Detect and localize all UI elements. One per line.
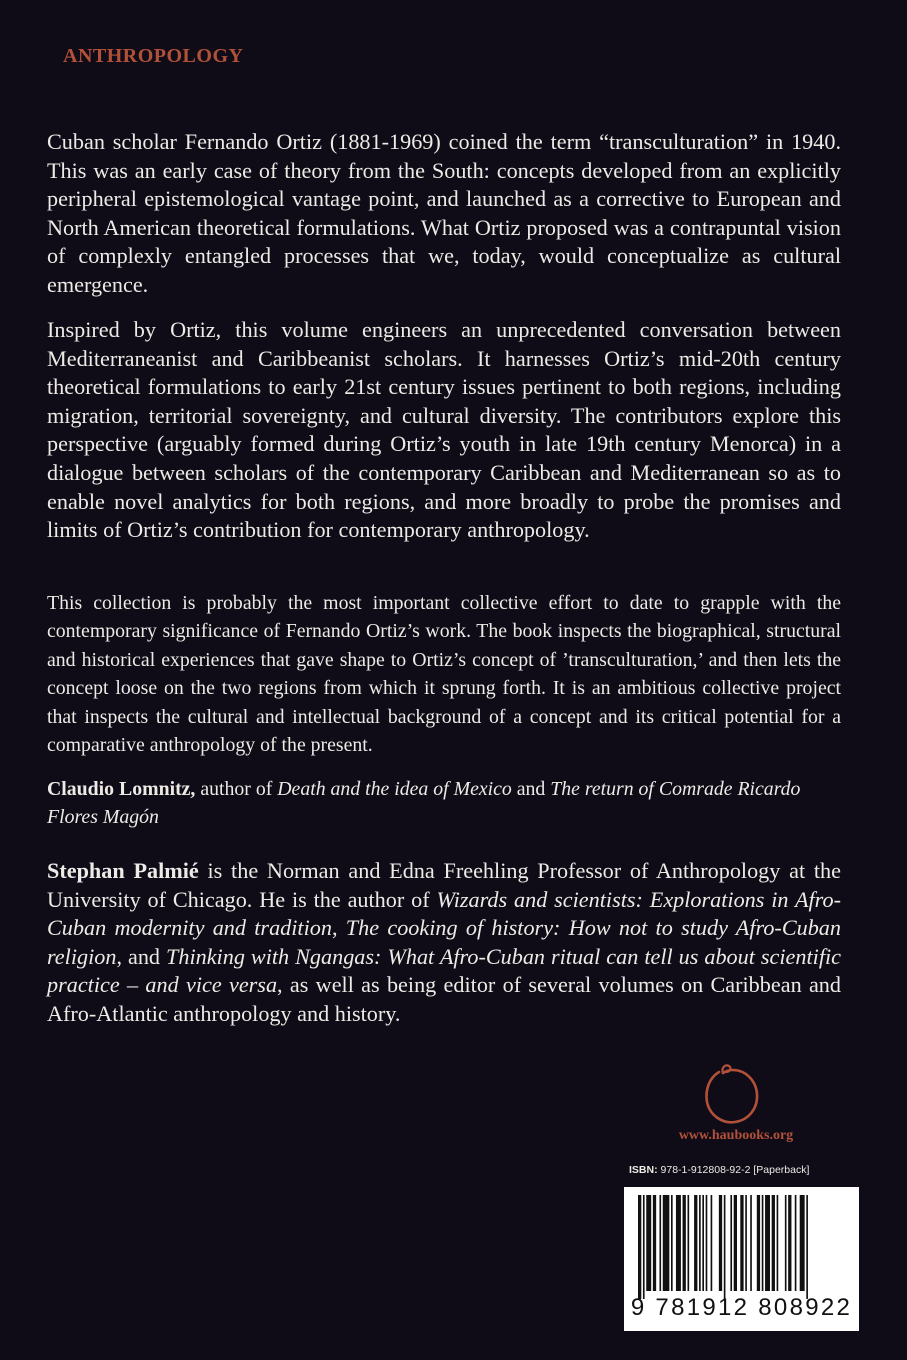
- barcode-bar: [663, 1195, 670, 1291]
- endorsement-attribution: [47, 775, 841, 832]
- category-label: ANTHROPOLOGY: [63, 45, 244, 67]
- author-bio-text-2: , as well as being editor of several volumes on Caribbean and Afro-Atlantic anthropology and history.: [47, 972, 841, 1026]
- endorser-name: Claudio Lomnitz,: [47, 778, 196, 800]
- barcode-bar: [638, 1195, 641, 1299]
- endorsement-quote: This collection is probably the most important collective effort to date to grapple with the contemporary significance of Fernando Ortiz’s work. The book inspects the biographical, structural and historical experiences that gave shape to Ortiz’s concept of ’transculturation,’ and then lets the concept loose on the two regions from which it sprung forth. It is an ambitious collective project that inspects the cultural and intellectual background of a concept and its critical potential for a comparative anthropology of the present.: [47, 592, 841, 757]
- barcode-bar: [643, 1195, 645, 1299]
- barcode-bar: [683, 1195, 686, 1291]
- barcode-bar: [646, 1195, 651, 1291]
- barcode-bar: [659, 1195, 661, 1291]
- barcode-bar: [699, 1195, 701, 1291]
- isbn-label: ISBN:: [629, 1164, 658, 1176]
- barcode-bar: [777, 1195, 779, 1291]
- author-bio-sep-2: , and: [116, 943, 167, 969]
- publisher-website: www.haubooks.org: [678, 1128, 794, 1143]
- endorser-book-1: Death and the idea of Mexico: [277, 778, 512, 800]
- barcode-bar: [688, 1195, 690, 1291]
- barcode-bar: [772, 1195, 775, 1291]
- barcode: [624, 1187, 859, 1331]
- barcode-bar: [745, 1195, 747, 1291]
- description-paragraph-2: Inspired by Ortiz, this volume engineers an unprecedented conversation between Mediterraneanist and Caribbeanist scholars. It harnesses Ortiz’s mid-20th century theoretical formulations to early 21st century issues pertinent to both regions, including migration, territorial sovereignty, and cultural diversity. The contributors explore this perspective (arguably formed during Ortiz’s youth in late 19th century Menorca) in a dialogue between scholars of the contemporary Caribbean and Mediterranean so as to enable novel analytics for both regions, and more broadly to probe the promises and limits of Ortiz’s contribution for contemporary anthropology.: [47, 317, 841, 543]
- barcode-bar: [734, 1195, 737, 1291]
- isbn-number: 978-1-912808-92-2: [660, 1164, 751, 1176]
- barcode-bar: [676, 1195, 681, 1291]
- barcode-bar: [762, 1195, 764, 1291]
- isbn-line: [629, 1164, 809, 1176]
- hau-circle-logo-icon: [701, 1062, 763, 1128]
- author-name: Stephan Palmié: [47, 858, 199, 883]
- barcode-bar: [800, 1195, 805, 1291]
- barcode-bar: [711, 1195, 713, 1291]
- barcode-bar: [788, 1195, 791, 1291]
- barcode-bar: [653, 1195, 656, 1291]
- barcode-bar: [740, 1195, 743, 1291]
- barcode-bar: [795, 1195, 797, 1291]
- endorser-book-2: The return of Comrade Ricardo Flores Magón: [47, 778, 801, 829]
- barcode-bar: [706, 1195, 708, 1291]
- barcode-bar: [719, 1195, 722, 1291]
- endorser-author-of: author of: [195, 778, 278, 800]
- barcode-digits: 9 781912 808922: [630, 1294, 853, 1321]
- author-book-3: Thinking with Ngangas: What Afro-Cuban ritual can tell us about scientific practice – and vice versa: [47, 943, 841, 998]
- barcode-bar: [702, 1195, 704, 1291]
- author-bio-sep-1: ,: [331, 915, 346, 941]
- barcode-bar: [765, 1195, 770, 1291]
- barcode-bar: [806, 1195, 808, 1299]
- author-book-1: Wizards and scientists: Explorations in Afro-Cuban modernity and tradition: [47, 886, 841, 941]
- barcode-bar: [750, 1195, 752, 1291]
- description-paragraph-1: Cuban scholar Fernando Ortiz (1881-1969) coined the term “transculturation” in 1940. This was an early case of theory from the South: concepts developed from an explicitly peripheral epistemological vantage point, and launched as a corrective to European and North American theoretical formulations. What Ortiz proposed was a contrapuntal vision of complexly entangled processes that we, today, would conceptualize as cultural emergence.: [47, 129, 841, 297]
- author-bio-text-1: is the Norman and Edna Freehling Professor of Anthropology at the University of Chicago. He is the author of: [47, 858, 841, 912]
- barcode-bar: [671, 1195, 673, 1291]
- barcode-bar: [757, 1195, 760, 1291]
- barcode-bar: [785, 1195, 787, 1291]
- isbn-format: [Paperback]: [753, 1164, 810, 1176]
- barcode-bar: [730, 1195, 732, 1291]
- endorser-and: and: [511, 778, 551, 800]
- barcode-bar: [694, 1195, 697, 1291]
- author-bio: [47, 857, 841, 1029]
- author-book-2: The cooking of history: How not to study Afro-Cuban religion: [47, 915, 841, 969]
- barcode-bar: [724, 1195, 726, 1299]
